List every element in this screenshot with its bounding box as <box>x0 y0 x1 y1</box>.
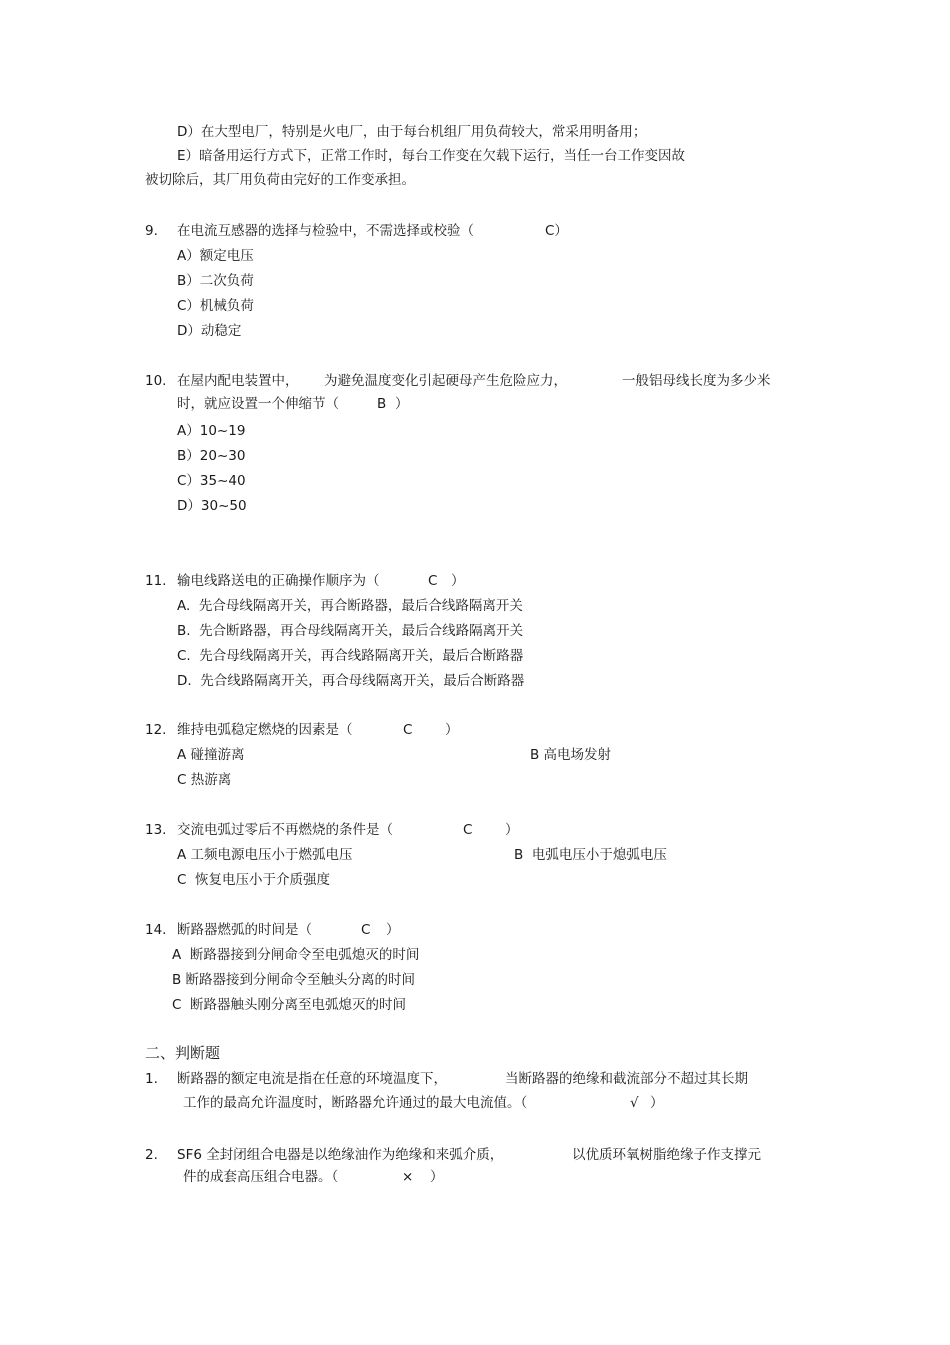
option-e-continuation: 被切除后，其厂用负荷由完好的工作变承担。 <box>145 172 415 188</box>
option-c: C 热游离 <box>177 772 232 788</box>
answer-close-paren: ） <box>430 1169 444 1185</box>
question-answer: C <box>403 722 413 738</box>
option-a: A 断路器接到分闸命令至电弧熄灭的时间 <box>172 947 420 963</box>
question-number: 2. <box>145 1147 158 1163</box>
section-heading: 二、判断题 <box>145 1044 221 1062</box>
option-d: D. 先合线路隔离开关，再合母线隔离开关，最后合断路器 <box>177 673 525 689</box>
option-c: C）机械负荷 <box>177 298 254 314</box>
question-number: 12. <box>145 722 167 738</box>
question-answer: B <box>377 396 387 412</box>
question-stem-part-2: 为避免温度变化引起硬母产生危险应力， <box>324 373 567 389</box>
question-stem-line-2: 时，就应设置一个伸缩节（ <box>177 396 339 412</box>
question-answer: √ <box>630 1095 639 1111</box>
question-answer: C <box>361 922 371 938</box>
question-stem: 在电流互感器的选择与检验中，不需选择或校验（ <box>177 223 474 239</box>
question-number: 1. <box>145 1071 158 1087</box>
option-d-text: D）在大型电厂，特别是火电厂，由于每台机组厂用负荷较大，常采用明备用； <box>177 124 647 140</box>
option-a: A）10~19 <box>177 423 246 439</box>
question-answer: C <box>428 573 438 589</box>
option-a: A. 先合母线隔离开关，再合断路器，最后合线路隔离开关 <box>177 598 523 614</box>
question-stem: 维持电弧稳定燃烧的因素是（ <box>177 722 353 738</box>
option-b: B 电弧电压小于熄弧电压 <box>514 847 667 863</box>
answer-close-paren: ） <box>505 822 519 838</box>
question-answer: C <box>463 822 473 838</box>
question-number: 10. <box>145 373 167 389</box>
answer-close-paren: ） <box>451 573 465 589</box>
option-d: D）动稳定 <box>177 323 242 339</box>
answer-close-paren: ） <box>386 922 400 938</box>
option-b: B 高电场发射 <box>530 747 612 763</box>
option-c: C）35~40 <box>177 473 246 489</box>
option-c: C 恢复电压小于介质强度 <box>177 872 331 888</box>
question-stem-part-1: 断路器的额定电流是指在任意的环境温度下， <box>177 1071 447 1087</box>
question-stem-part-3: 一般铝母线长度为多少米 <box>622 373 771 389</box>
question-stem-part-1: 在屋内配电装置中， <box>177 373 299 389</box>
question-stem: 输电线路送电的正确操作顺序为（ <box>177 573 380 589</box>
question-stem-part-1: SF6 全封闭组合电器是以绝缘油作为绝缘和来弧介质， <box>177 1147 504 1163</box>
question-answer: × <box>402 1169 414 1185</box>
option-c: C. 先合母线隔离开关，再合线路隔离开关，最后合断路器 <box>177 648 524 664</box>
option-a: A 工频电源电压小于燃弧电压 <box>177 847 353 863</box>
question-stem-line-2: 工作的最高允许温度时，断路器允许通过的最大电流值。（ <box>183 1095 528 1111</box>
question-number: 14. <box>145 922 167 938</box>
question-stem: 交流电弧过零后不再燃烧的条件是（ <box>177 822 393 838</box>
option-b: B 断路器接到分闸命令至触头分离的时间 <box>172 972 416 988</box>
option-b: B）20~30 <box>177 448 246 464</box>
question-stem-part-2: 当断路器的绝缘和截流部分不超过其长期 <box>505 1071 748 1087</box>
option-b: B）二次负荷 <box>177 273 254 289</box>
question-stem-line-2: 件的成套高压组合电器。（ <box>183 1169 339 1185</box>
question-answer: C） <box>545 223 568 239</box>
question-number: 11. <box>145 573 167 589</box>
option-c: C 断路器触头刚分离至电弧熄灭的时间 <box>172 997 407 1013</box>
answer-close-paren: ） <box>650 1095 664 1111</box>
question-stem: 断路器燃弧的时间是（ <box>177 922 312 938</box>
option-a: A）额定电压 <box>177 248 254 264</box>
option-d: D）30~50 <box>177 498 247 514</box>
question-stem-part-2: 以优质环氧树脂绝缘子作支撑元 <box>572 1147 761 1163</box>
option-e-text: E）暗备用运行方式下，正常工作时，每台工作变在欠载下运行，当任一台工作变因故 <box>177 148 686 164</box>
question-number: 13. <box>145 822 167 838</box>
answer-close-paren: ） <box>395 396 409 412</box>
question-number: 9. <box>145 223 158 239</box>
answer-close-paren: ） <box>445 722 459 738</box>
option-a: A 碰撞游离 <box>177 747 245 763</box>
option-b: B. 先合断路器，再合母线隔离开关，最后合线路隔离开关 <box>177 623 524 639</box>
